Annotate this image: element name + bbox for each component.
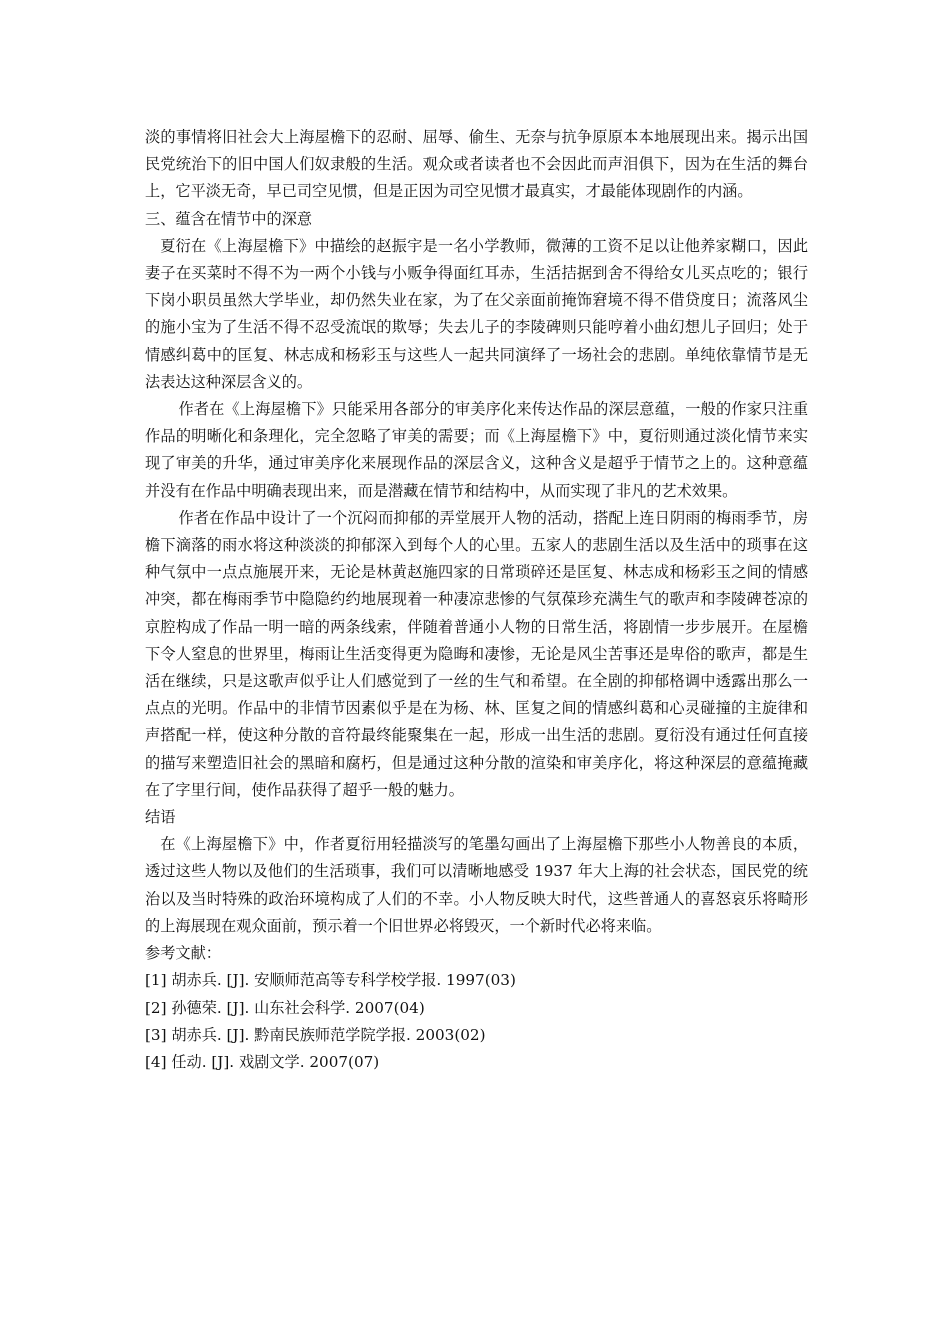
intro-paragraph: 淡的事情将旧社会大上海屋檐下的忍耐、屈辱、偷生、无奈与抗争原原本本地展现出来。揭示出国民党统治下的旧中国人们奴隶般的生活。观众或者读者也不会因此而声泪俱下，因为在生活的舞台上，它平淡无奇，早已司空见惯，但是正因为司空见惯才最真实，才最能体现剧作的内涵。 xyxy=(145,128,808,201)
document-page xyxy=(145,124,808,1076)
section-3-heading: 三、蕴含在情节中的深意 xyxy=(145,209,313,228)
conclusion-paragraph: 在《上海屋檐下》中，作者夏衍用轻描淡写的笔墨勾画出了上海屋檐下那些小人物善良的本质，透过这些人物以及他们的生活琐事，我们可以清晰地感受 1937 年大上海的社会状态，国民党的统治以及当时特殊的政治环境构成了人们的不幸。小人物反映大时代，这些普通人的喜怒哀乐将畸形的上海展现在观众面前，预示着一个旧世界必将毁灭，一个新时代必将来临。 xyxy=(145,835,808,935)
reference-item: [1] 胡赤兵. [J]. 安顺师范高等专科学校学报. 1997(03) xyxy=(145,971,516,990)
section-3-paragraph-2: 作者在《上海屋檐下》只能采用各部分的审美序化来传达作品的深层意蕴，一般的作家只注重作品的明晰化和条理化，完全忽略了审美的需要；而《上海屋檐下》中，夏衍则通过淡化情节来实现了审美的升华，通过审美序化来展现作品的深层含义，这种含义是超乎于情节之上的。这种意蕴并没有在作品中明确表现出来，而是潜藏在情节和结构中，从而实现了非凡的艺术效果。 xyxy=(145,400,808,500)
reference-item: [2] 孙德荣. [J]. 山东社会科学. 2007(04) xyxy=(145,998,425,1017)
conclusion-heading: 结语 xyxy=(145,808,176,827)
reference-item: [4] 任动. [J]. 戏剧文学. 2007(07) xyxy=(145,1052,380,1071)
references-list xyxy=(145,967,808,1076)
reference-item: [3] 胡赤兵. [J]. 黔南民族师范学院学报. 2003(02) xyxy=(145,1025,486,1044)
section-3-paragraph-1: 夏衍在《上海屋檐下》中描绘的赵振宇是一名小学教师，微薄的工资不足以让他养家糊口，因此妻子在买菜时不得不为一两个小钱与小贩争得面红耳赤，生活拮据到舍不得给女儿买点吃的；银行下岗小职员虽然大学毕业，却仍然失业在家，为了在父亲面前掩饰窘境不得不借贷度日；流落风尘的施小宝为了生活不得不忍受流氓的欺辱；失去儿子的李陵碑则只能哼着小曲幻想儿子回归；处于情感纠葛中的匡复、林志成和杨彩玉与这些人一起共同演绎了一场社会的悲剧。单纯依靠情节是无法表达这种深层含义的。 xyxy=(145,236,808,391)
references-heading: 参考文献： xyxy=(145,944,221,963)
section-3-paragraph-3: 作者在作品中设计了一个沉闷而抑郁的弄堂展开人物的活动，搭配上连日阴雨的梅雨季节，房檐下滴落的雨水将这种淡淡的抑郁深入到每个人的心里。五家人的悲剧生活以及生活中的琐事在这种气氛中一点点施展开来，无论是林黄赵施四家的日常琐碎还是匡复、林志成和杨彩玉之间的情感冲突，都在梅雨季节中隐隐约约地展现着一种凄凉悲惨的气氛葆珍充满生气的歌声和李陵碑苍凉的京腔构成了作品一明一暗的两条线索，伴随着普通小人物的日常生活，将剧情一步步展开。在屋檐下令人窒息的世界里，梅雨让生活变得更为隐晦和凄惨，无论是风尘苦事还是卑俗的歌声，都是生活在继续，只是这歌声似乎让人们感觉到了一丝的生气和希望。在全剧的抑郁格调中透露出那么一点点的光明。作品中的非情节因素似乎是在为杨、林、匡复之间的情感纠葛和心灵碰撞的主旋律和声搭配一样，使这种分散的音符最终能聚集在一起，形成一出生活的悲剧。夏衍没有通过任何直接的描写来塑造旧社会的黑暗和腐朽，但是通过这种分散的渲染和审美序化，将这种深层的意蕴掩藏在了字里行间，使作品获得了超乎一般的魅力。 xyxy=(145,508,808,799)
